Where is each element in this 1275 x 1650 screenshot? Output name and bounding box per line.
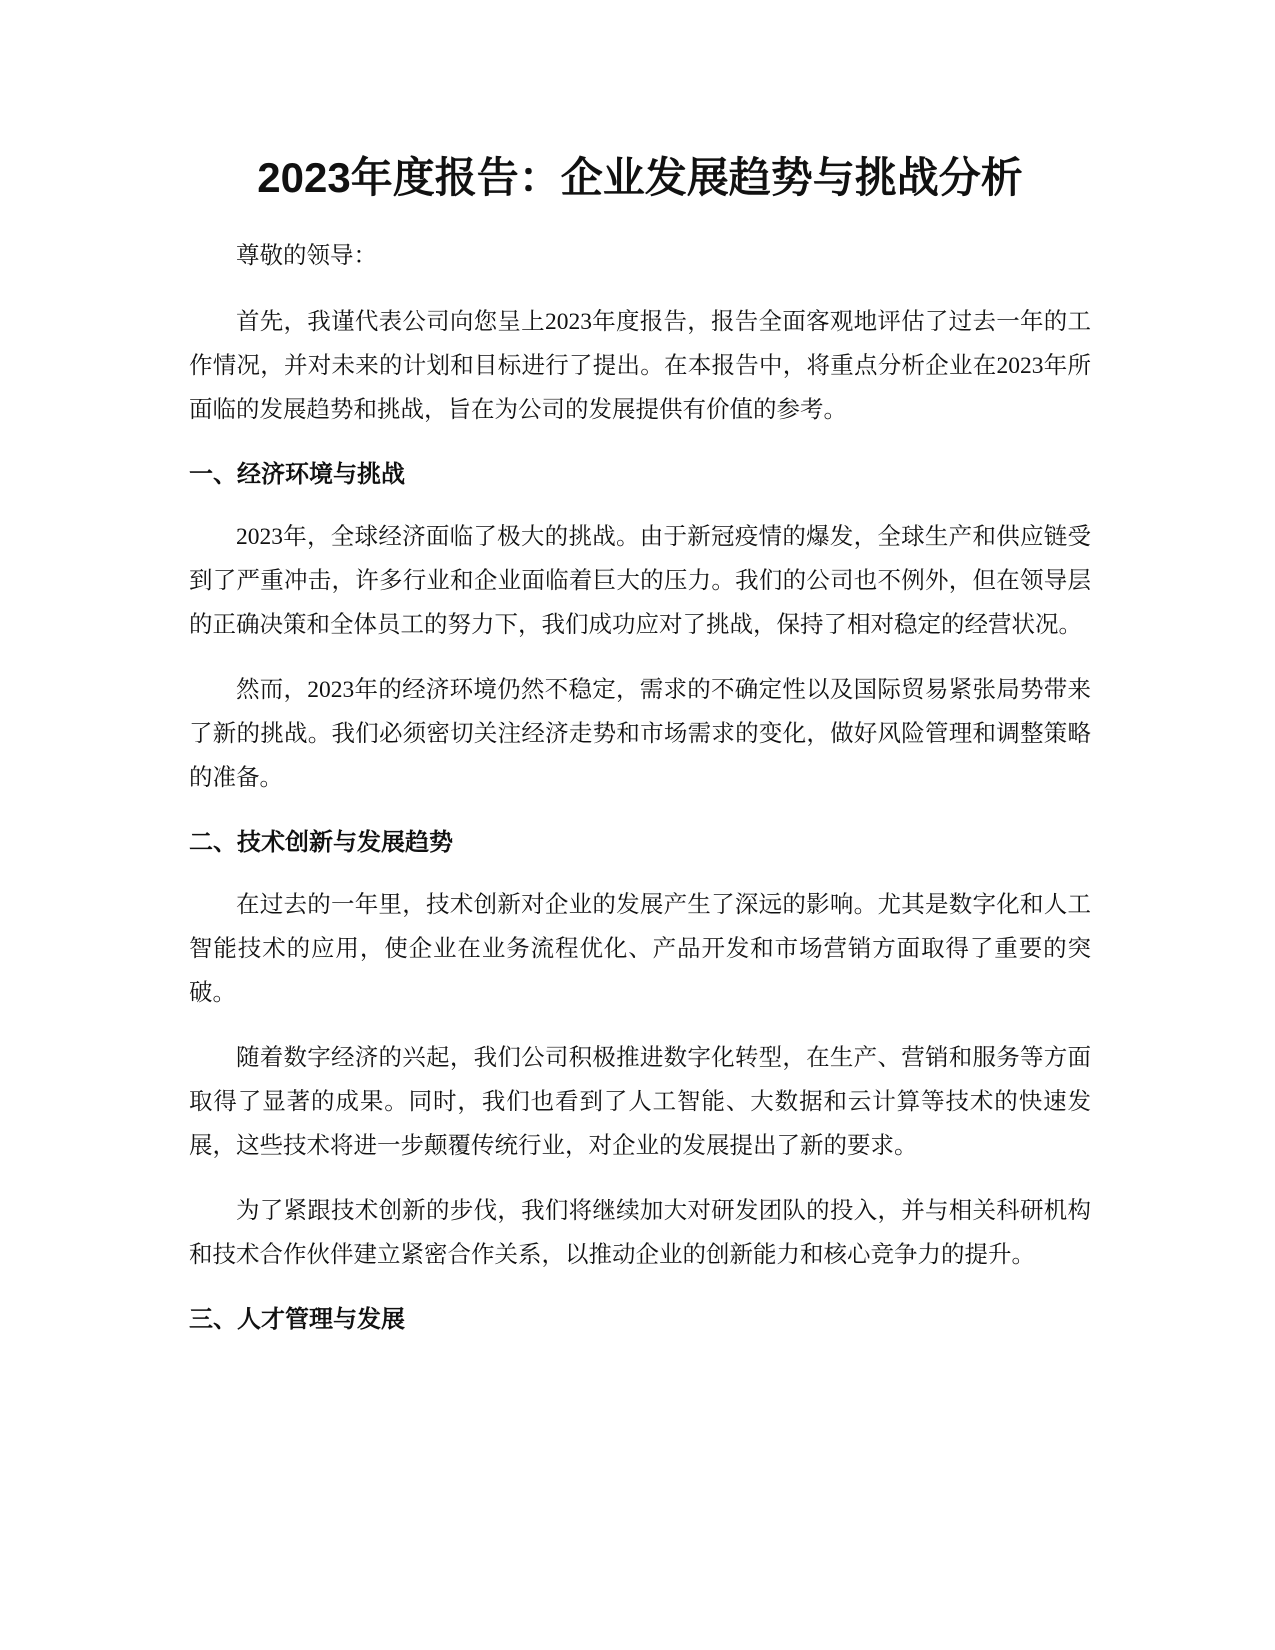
section-technology-paragraph: 为了紧跟技术创新的步伐，我们将继续加大对研发团队的投入，并与相关科研机构和技术合作伙伴建立紧密合作关系，以推动企业的创新能力和核心竞争力的提升。 (189, 1198, 1091, 1268)
document-title: 2023年度报告：企业发展趋势与挑战分析 (257, 154, 1023, 201)
section-technology-paragraph: 在过去的一年里，技术创新对企业的发展产生了深远的影响。尤其是数字化和人工智能技术的应用，使企业在业务流程优化、产品开发和市场营销方面取得了重要的突破。 (189, 892, 1091, 1006)
section-technology-paragraph: 随着数字经济的兴起，我们公司积极推进数字化转型，在生产、营销和服务等方面取得了显著的成果。同时，我们也看到了人工智能、大数据和云计算等技术的快速发展，这些技术将进一步颠覆传统行业，对企业的发展提出了新的要求。 (189, 1045, 1091, 1159)
section-heading-technology: 二、技术创新与发展趋势 (189, 829, 453, 856)
salutation: 尊敬的领导： (236, 243, 377, 269)
intro-paragraph: 首先，我谨代表公司向您呈上2023年度报告，报告全面客观地评估了过去一年的工作情况，并对未来的计划和目标进行了提出。在本报告中，将重点分析企业在2023年所面临的发展趋势和挑战，旨在为公司的发展提供有价值的参考。 (189, 309, 1091, 423)
section-economy-paragraph: 2023年，全球经济面临了极大的挑战。由于新冠疫情的爆发，全球生产和供应链受到了严重冲击，许多行业和企业面临着巨大的压力。我们的公司也不例外，但在领导层的正确决策和全体员工的努力下，我们成功应对了挑战，保持了相对稳定的经营状况。 (189, 524, 1091, 638)
section-economy-paragraph: 然而，2023年的经济环境仍然不稳定，需求的不确定性以及国际贸易紧张局势带来了新的挑战。我们必须密切关注经济走势和市场需求的变化，做好风险管理和调整策略的准备。 (189, 677, 1091, 791)
section-heading-economy: 一、经济环境与挑战 (189, 461, 405, 488)
section-heading-talent: 三、人才管理与发展 (189, 1306, 405, 1333)
document-body (189, 148, 1091, 1360)
